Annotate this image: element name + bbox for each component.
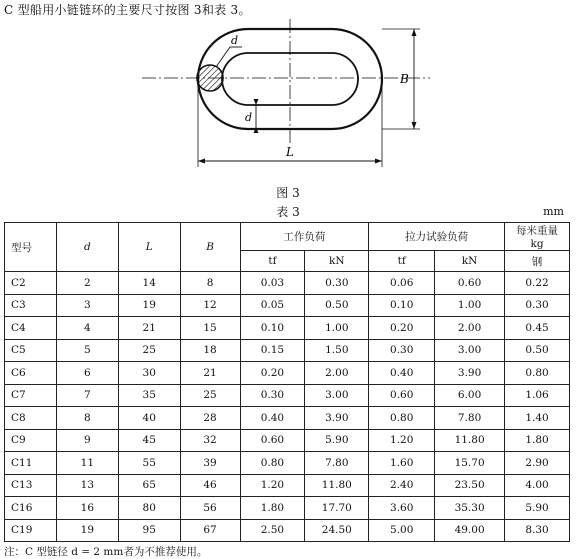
cell-model: C8 [5, 407, 57, 430]
cell-wl-tf: 0.05 [240, 294, 305, 317]
cell-wl-kn: 7.80 [305, 452, 369, 475]
header-tensile-load: 拉力试验负荷 [369, 223, 505, 251]
cell-tl-kn: 0.60 [435, 272, 505, 295]
cell-wl-kn: 24.50 [305, 519, 369, 542]
dimension-table [4, 222, 570, 542]
table-row [5, 429, 570, 452]
header-work-tf: tf [240, 251, 305, 272]
cell-wl-kn: 11.80 [305, 474, 369, 497]
intro-text: C 型船用小链链环的主要尺寸按图 3和表 3。 [4, 3, 251, 17]
label-d-top: d [231, 34, 239, 47]
cell-d: 5 [56, 339, 118, 362]
cell-weight: 5.90 [505, 497, 570, 520]
table-row [5, 497, 570, 520]
cell-wl-tf: 0.80 [240, 452, 305, 475]
cell-B: 67 [180, 519, 240, 542]
cell-model: C4 [5, 317, 57, 340]
cell-d: 6 [56, 362, 118, 385]
cell-weight: 0.80 [505, 362, 570, 385]
cell-tl-tf: 5.00 [369, 519, 435, 542]
header-d: d [56, 223, 118, 272]
cell-B: 46 [180, 474, 240, 497]
cell-wl-tf: 0.10 [240, 317, 305, 340]
cell-wl-kn: 1.50 [305, 339, 369, 362]
cell-model: C2 [5, 272, 57, 295]
cell-tl-tf: 0.60 [369, 384, 435, 407]
cell-d: 3 [56, 294, 118, 317]
chain-link-figure [130, 15, 430, 175]
table-row [5, 317, 570, 340]
header-tensile-tf: tf [369, 251, 435, 272]
cell-d: 2 [56, 272, 118, 295]
cell-L: 45 [118, 429, 180, 452]
cell-model: C19 [5, 519, 57, 542]
table-row [5, 272, 570, 295]
table-caption: 表 3 [276, 205, 300, 219]
cell-wl-kn: 0.30 [305, 272, 369, 295]
cell-model: C5 [5, 339, 57, 362]
cell-wl-tf: 0.20 [240, 362, 305, 385]
figure-caption: 图 3 [276, 186, 300, 200]
cell-B: 12 [180, 294, 240, 317]
cell-tl-kn: 2.00 [435, 317, 505, 340]
table-row [5, 474, 570, 497]
cell-L: 65 [118, 474, 180, 497]
cell-tl-tf: 1.60 [369, 452, 435, 475]
label-B: B [400, 72, 409, 86]
table-body [5, 272, 570, 542]
cell-wl-tf: 0.60 [240, 429, 305, 452]
cell-tl-tf: 0.80 [369, 407, 435, 430]
cell-B: 28 [180, 407, 240, 430]
table-row [5, 294, 570, 317]
cell-wl-kn: 3.00 [305, 384, 369, 407]
cell-weight: 0.22 [505, 272, 570, 295]
cell-wl-tf: 0.03 [240, 272, 305, 295]
cell-d: 11 [56, 452, 118, 475]
cell-model: C3 [5, 294, 57, 317]
header-work-kn: kN [305, 251, 369, 272]
cell-wl-tf: 0.40 [240, 407, 305, 430]
cell-tl-tf: 0.06 [369, 272, 435, 295]
cell-wl-kn: 5.90 [305, 429, 369, 452]
cell-model: C11 [5, 452, 57, 475]
cell-tl-kn: 49.00 [435, 519, 505, 542]
header-work-load: 工作负荷 [240, 223, 369, 251]
cell-L: 30 [118, 362, 180, 385]
cell-tl-kn: 6.00 [435, 384, 505, 407]
header-model: 型号 [5, 223, 57, 272]
cell-model: C6 [5, 362, 57, 385]
cell-d: 13 [56, 474, 118, 497]
cell-B: 56 [180, 497, 240, 520]
cell-weight: 1.40 [505, 407, 570, 430]
label-d-side: d [245, 111, 253, 124]
cell-tl-kn: 11.80 [435, 429, 505, 452]
cell-tl-tf: 0.40 [369, 362, 435, 385]
cell-B: 39 [180, 452, 240, 475]
cell-tl-tf: 1.20 [369, 429, 435, 452]
cell-tl-kn: 3.90 [435, 362, 505, 385]
cell-wl-tf: 1.20 [240, 474, 305, 497]
cell-weight: 1.80 [505, 429, 570, 452]
header-B: B [180, 223, 240, 272]
header-weight-unit: kg [530, 238, 544, 250]
cell-d: 7 [56, 384, 118, 407]
cell-tl-kn: 3.00 [435, 339, 505, 362]
cell-wl-tf: 0.30 [240, 384, 305, 407]
cell-B: 25 [180, 384, 240, 407]
table-row [5, 362, 570, 385]
cell-wl-kn: 0.50 [305, 294, 369, 317]
header-weight-label: 每米重量 [516, 225, 559, 237]
cell-d: 16 [56, 497, 118, 520]
cell-weight: 0.30 [505, 294, 570, 317]
cell-L: 40 [118, 407, 180, 430]
cell-L: 25 [118, 339, 180, 362]
cell-weight: 4.00 [505, 474, 570, 497]
cell-tl-kn: 23.50 [435, 474, 505, 497]
cell-L: 19 [118, 294, 180, 317]
table-row [5, 519, 570, 542]
header-tensile-kn: kN [435, 251, 505, 272]
cell-model: C7 [5, 384, 57, 407]
cell-wl-tf: 0.15 [240, 339, 305, 362]
cell-model: C16 [5, 497, 57, 520]
cell-wl-tf: 1.80 [240, 497, 305, 520]
header-weight [505, 223, 570, 251]
cell-weight: 8.30 [505, 519, 570, 542]
cell-tl-tf: 0.10 [369, 294, 435, 317]
cell-L: 21 [118, 317, 180, 340]
cell-L: 55 [118, 452, 180, 475]
table-row [5, 339, 570, 362]
cell-tl-tf: 0.20 [369, 317, 435, 340]
cell-B: 21 [180, 362, 240, 385]
cell-tl-tf: 2.40 [369, 474, 435, 497]
table-row [5, 407, 570, 430]
cell-L: 80 [118, 497, 180, 520]
cell-tl-kn: 1.00 [435, 294, 505, 317]
cell-B: 15 [180, 317, 240, 340]
table-row [5, 452, 570, 475]
cell-wl-tf: 2.50 [240, 519, 305, 542]
cell-wl-kn: 2.00 [305, 362, 369, 385]
cell-d: 4 [56, 317, 118, 340]
cell-d: 9 [56, 429, 118, 452]
cell-tl-tf: 3.60 [369, 497, 435, 520]
cell-B: 18 [180, 339, 240, 362]
table-row [5, 384, 570, 407]
cell-B: 32 [180, 429, 240, 452]
cell-weight: 0.45 [505, 317, 570, 340]
cell-wl-kn: 1.00 [305, 317, 369, 340]
cell-tl-kn: 15.70 [435, 452, 505, 475]
cell-wl-kn: 3.90 [305, 407, 369, 430]
cell-tl-kn: 7.80 [435, 407, 505, 430]
cell-weight: 1.06 [505, 384, 570, 407]
header-steel: 钢 [505, 251, 570, 272]
cell-model: C13 [5, 474, 57, 497]
cell-weight: 0.50 [505, 339, 570, 362]
cell-model: C9 [5, 429, 57, 452]
cell-L: 95 [118, 519, 180, 542]
cell-weight: 2.90 [505, 452, 570, 475]
cell-d: 19 [56, 519, 118, 542]
label-L: L [286, 145, 294, 159]
cell-L: 35 [118, 384, 180, 407]
cell-L: 14 [118, 272, 180, 295]
cell-d: 8 [56, 407, 118, 430]
cell-tl-tf: 0.30 [369, 339, 435, 362]
cell-wl-kn: 17.70 [305, 497, 369, 520]
cell-tl-kn: 35.30 [435, 497, 505, 520]
unit-label: mm [543, 205, 564, 218]
header-L: L [118, 223, 180, 272]
cell-B: 8 [180, 272, 240, 295]
footnote: 注：C 型链径 d = 2 mm者为不推荐使用。 [4, 546, 208, 558]
